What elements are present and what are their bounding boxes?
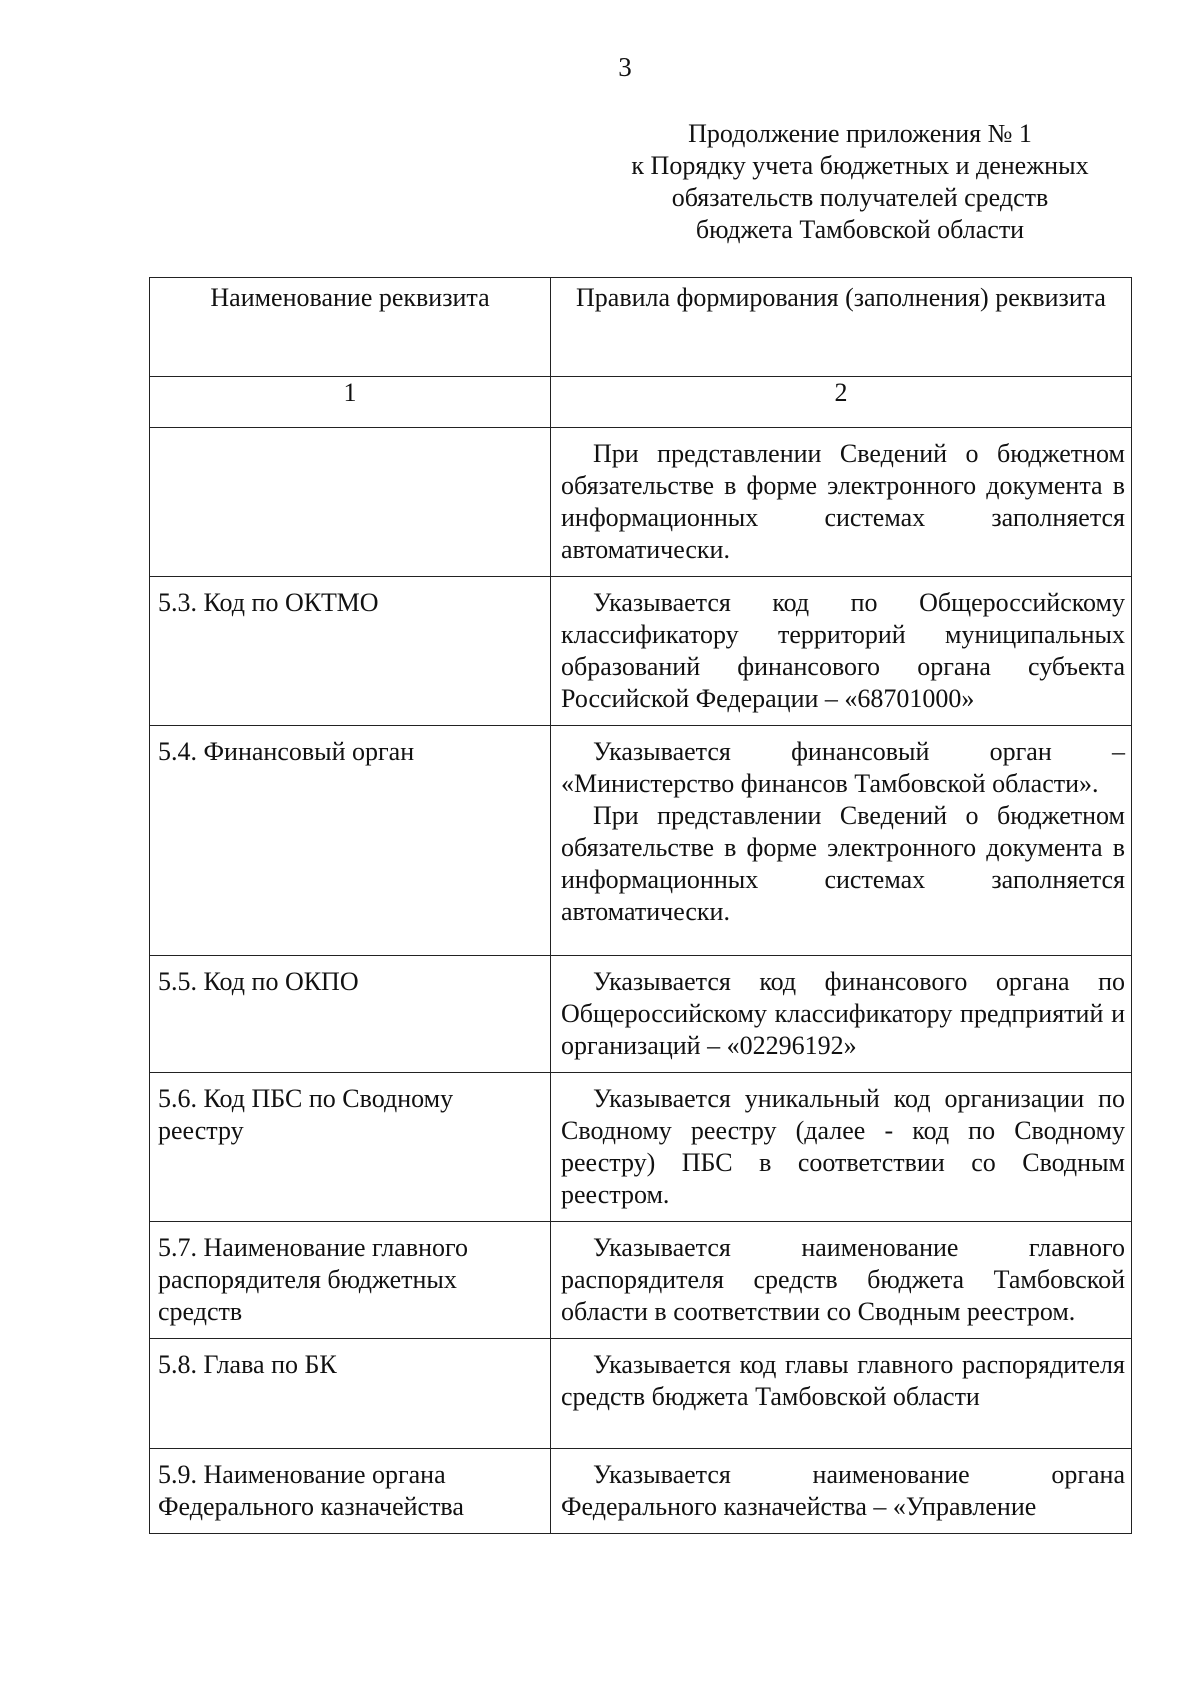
attachment-note-line: к Порядку учета бюджетных и денежных	[631, 151, 1089, 180]
rule-paragraph: Указывается код по Общероссийскому классификатору территорий муниципальных образований финансового органа субъекта Российской Федерации – «68701000»	[561, 588, 1125, 713]
rule-paragraph: При представлении Сведений о бюджетном обязательстве в форме электронного документа в информационных системах заполняется автоматически.	[561, 801, 1125, 926]
table-row	[150, 428, 1132, 577]
requisite-name: 5.3. Код по ОКТМО	[150, 577, 551, 726]
requisite-rule	[551, 726, 1132, 956]
rule-paragraph: Указывается уникальный код организации по Сводному реестру (далее - код по Сводному реестру) ПБС в соответствии со Сводным реестром.	[561, 1084, 1125, 1209]
requisite-rule	[551, 1222, 1132, 1339]
rule-paragraph: Указывается финансовый орган – «Министерство финансов Тамбовской области».	[561, 737, 1125, 798]
page-number: 3	[618, 52, 632, 82]
requisite-name: 5.7. Наименование главного распорядителя бюджетных средств	[150, 1222, 551, 1339]
requisite-rule	[551, 956, 1132, 1073]
attachment-note-line: обязательств получателей средств	[671, 183, 1049, 212]
attachment-note-line: Продолжение приложения № 1	[688, 119, 1032, 148]
attachment-note-line: бюджета Тамбовской области	[695, 215, 1025, 244]
requisite-rule	[551, 577, 1132, 726]
rule-paragraph: Указывается код главы главного распорядителя средств бюджета Тамбовской области	[561, 1350, 1125, 1411]
rule-paragraph: Указывается код финансового органа по Общероссийскому классификатору предприятий и организаций – «02296192»	[561, 967, 1125, 1060]
rule-paragraph: Указывается наименование органа Федерального казначейства – «Управление	[561, 1460, 1125, 1521]
requisite-rule	[551, 1073, 1132, 1222]
requisite-rule	[551, 1339, 1132, 1449]
table-row	[150, 577, 1132, 726]
requisites-table	[149, 277, 1132, 1534]
requisite-name: 5.9. Наименование органа Федерального казначейства	[150, 1449, 551, 1534]
requisite-name: 5.8. Глава по БК	[150, 1339, 551, 1449]
rule-paragraph: Указывается наименование главного распорядителя средств бюджета Тамбовской области в соответствии со Сводным реестром.	[561, 1233, 1125, 1326]
column-number-row	[150, 377, 1132, 428]
column-header-name: Наименование реквизита	[150, 278, 551, 377]
table-header-row	[150, 278, 1132, 377]
table-row	[150, 1339, 1132, 1449]
rule-paragraph: При представлении Сведений о бюджетном обязательстве в форме электронного документа в информационных системах заполняется автоматически.	[561, 439, 1125, 564]
column-number: 1	[150, 377, 551, 428]
column-header-rule: Правила формирования (заполнения) реквизита	[551, 278, 1132, 377]
requisite-name: 5.4. Финансовый орган	[150, 726, 551, 956]
table-row	[150, 1073, 1132, 1222]
column-number: 2	[551, 377, 1132, 428]
requisite-name: 5.6. Код ПБС по Сводному реестру	[150, 1073, 551, 1222]
requisite-rule	[551, 1449, 1132, 1534]
table-row	[150, 956, 1132, 1073]
table-row	[150, 726, 1132, 956]
requisite-name	[150, 428, 551, 577]
requisite-name: 5.5. Код по ОКПО	[150, 956, 551, 1073]
table-row	[150, 1222, 1132, 1339]
attachment-note	[600, 118, 1120, 246]
table-row	[150, 1449, 1132, 1534]
requisite-rule	[551, 428, 1132, 577]
